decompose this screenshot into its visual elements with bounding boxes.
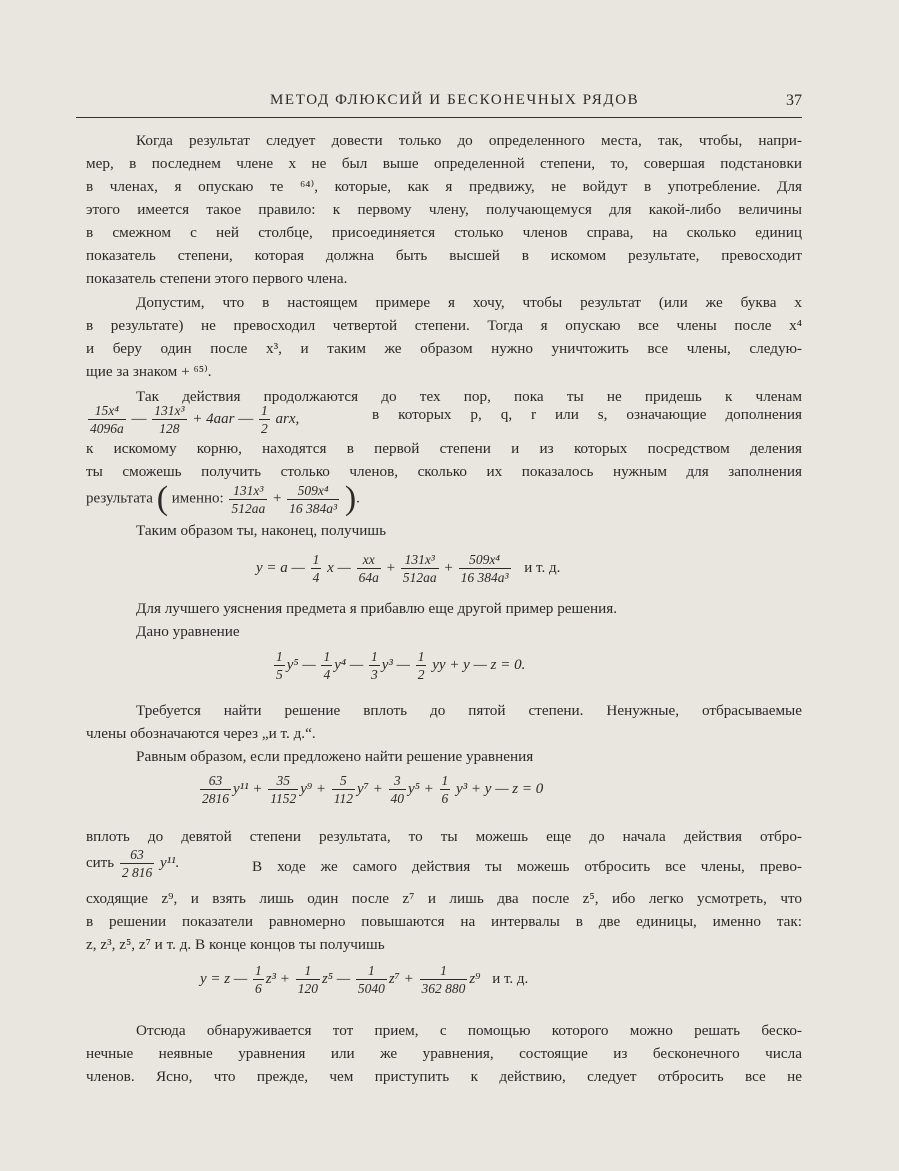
text-line: показатель степени, которая должна быть высшей в искомом результате, превосходит: [86, 247, 802, 264]
fraction: $\frac{1}{2}$: [417, 649, 425, 682]
equation-3: $\frac{63}{2816}$ y¹¹ + $\frac{35}{1152}$ y⁹ + $\frac{5}{112}$ y⁷ + $\frac{3}{40}$ y⁵ + $\frac{1}{6}$ y³ + y — z = 0: [202, 773, 544, 806]
fraction: $\frac{\text{15x⁴}}{4096a}$: [90, 403, 124, 436]
text-line: членов. Ясно, что прежде, чем приступить к действию, следует отбросить все не: [86, 1068, 802, 1085]
text-line: в смежном с ней столбце, присоединяется столько членов справа, на сколько единиц: [86, 224, 802, 241]
fraction: $\frac{5}{112}$: [333, 773, 354, 806]
fraction: $\frac{\text{509x⁴}}{\text{16 384a³}}$: [289, 482, 338, 516]
fraction: $\frac{\text{131x³}}{512aa}$: [402, 552, 437, 585]
running-header: [0, 92, 899, 116]
text-line: в членах, я опускаю те ⁶⁴⁾, которые, как я предвижу, не войдут в употребление. Для: [86, 178, 802, 195]
text-line: Для лучшего уяснения предмета я прибавлю еще другой пример решения.: [136, 600, 618, 617]
text-line: сходящие z⁹, и взять лишь один после z⁷ и лишь два после z⁵, ибо легко усмотреть, что: [86, 890, 802, 907]
terms-row-formula: $\frac{\text{15x⁴}}{4096a}$ — $\frac{\text{131x³}}{128}$ + 4aar — $\frac{1}{2}$ arx,: [90, 403, 300, 436]
equation-2: $\frac{1}{5}$ y⁵ — $\frac{1}{4}$ y⁴ — $\frac{1}{3}$ y³ — $\frac{1}{2}$ yy + y — z = 0.: [276, 649, 526, 682]
text-line: Равным образом, если предложено найти решение уравнения: [136, 748, 534, 765]
y-series-formula: y = a — $\frac{1}{4}$ x — $\frac{xx}{64a}$ + $\frac{\text{131x³}}{512aa}$ + $\frac{\text{509x⁴}}{\text{16 384a³}}$ и т. д.: [256, 552, 561, 585]
text-line: Отсюда обнаруживается тот прием, с помощью которого можно решать беско-: [136, 1022, 802, 1039]
text-line: Допустим, что в настоящем примере я хочу, чтобы результат (или же буква x: [136, 294, 802, 311]
fraction: $\frac{1}{362 880}$: [421, 963, 466, 996]
fraction: $\frac{35}{1152}$: [270, 773, 297, 806]
fraction: $\frac{63}{2 816}$: [121, 847, 153, 880]
text-line: z, z³, z⁵, z⁷ и т. д. В конце концов ты получишь: [86, 936, 385, 953]
text-line: В ходе же самого действия ты можешь отбросить все члены, прево-: [252, 858, 802, 875]
running-title: МЕТОД ФЛЮКСИЙ И БЕСКОНЕЧНЫХ РЯДОВ: [270, 92, 640, 108]
fraction: $\frac{xx}{64a}$: [358, 552, 379, 585]
text-line: Таким образом ты, наконец, получишь: [136, 522, 387, 539]
fraction: $\frac{1}{3}$: [370, 649, 378, 682]
fraction: $\frac{1}{4}$: [323, 649, 331, 682]
fraction: $\frac{1}{2}$: [261, 403, 268, 436]
text-line: к искомому корню, находятся в первой степени и из которых посредством деления: [86, 440, 802, 457]
text-line: этого имеется такое правило: к первому члену, получающемуся для какой-либо величины: [86, 201, 802, 218]
result-formula: результата ( именно: $\frac{\text{131x³}}{512aa}$ + $\frac{\text{509x⁴}}{\text{16 384a³}}$ ).: [86, 480, 360, 517]
fraction: $\frac{\text{131x³}}{512aa}$: [231, 482, 266, 516]
fraction: $\frac{\text{131x³}}{128}$: [154, 403, 185, 436]
fraction: $\frac{\text{509x⁴}}{\text{16 384a³}}$: [460, 552, 509, 585]
text-line: мер, в последнем члене x не был выше определенной степени, то, совершая подстановки: [86, 155, 802, 172]
text-line: нечные неявные уравнения или же уравнения, состоящие из бесконечного числа: [86, 1045, 802, 1062]
text-line: показатель степени этого первого члена.: [86, 270, 348, 287]
text-line: и беру один после x³, и таким же образом нужно уничтожить все члены, следую-: [86, 340, 802, 357]
fraction: $\frac{63}{2816}$: [202, 773, 229, 806]
text-line: вплоть до девятой степени результата, то ты можешь еще до начала действия отбро-: [86, 828, 802, 845]
fraction: $\frac{1}{4}$: [312, 552, 320, 585]
fraction: $\frac{1}{6}$: [441, 773, 449, 806]
text-line: Так действия продолжаются до тех пор, пока ты не придешь к членам: [136, 388, 802, 405]
text-line: Дано уравнение: [136, 623, 240, 640]
fraction: $\frac{1}{5}$: [276, 649, 283, 682]
fraction: $\frac{1}{6}$: [254, 963, 262, 996]
fraction: $\frac{1}{5040}$: [357, 963, 385, 996]
text-line: Когда результат следует довести только до определенного места, так, чтобы, напри-: [136, 132, 802, 149]
text-line: ты сможешь получить столько членов, сколько их показалось нужным для заполнения: [86, 463, 802, 480]
fraction: $\frac{3}{40}$: [390, 773, 405, 806]
z-series-formula: y = z — $\frac{1}{6}$ z³ + $\frac{1}{120}$ z⁵ — $\frac{1}{5040}$ z⁷ + $\frac{1}{362 880}$ z⁹ и т. д.: [200, 963, 529, 996]
fraction: $\frac{1}{120}$: [297, 963, 318, 996]
header-rule: [76, 117, 802, 118]
text-line: в результате) не превосходил четвертой степени. Тогда я опускаю все члены после x⁴: [86, 317, 802, 334]
text-line: щие за знаком + ⁶⁵⁾.: [86, 363, 212, 380]
page-number: 37: [786, 92, 802, 109]
text-line: члены обозначаются через „и т. д.“.: [86, 725, 316, 742]
text-line: в которых p, q, r или s, означающие дополнения: [372, 406, 802, 423]
drop-term-line: сить $\frac{63}{2 816}$ y¹¹.: [86, 847, 180, 880]
text-line: Требуется найти решение вплоть до пятой степени. Ненужные, отбрасываемые: [136, 702, 802, 719]
text-line: в решении показатели равномерно повышаются на интервалы в две единицы, именно так:: [86, 913, 802, 930]
